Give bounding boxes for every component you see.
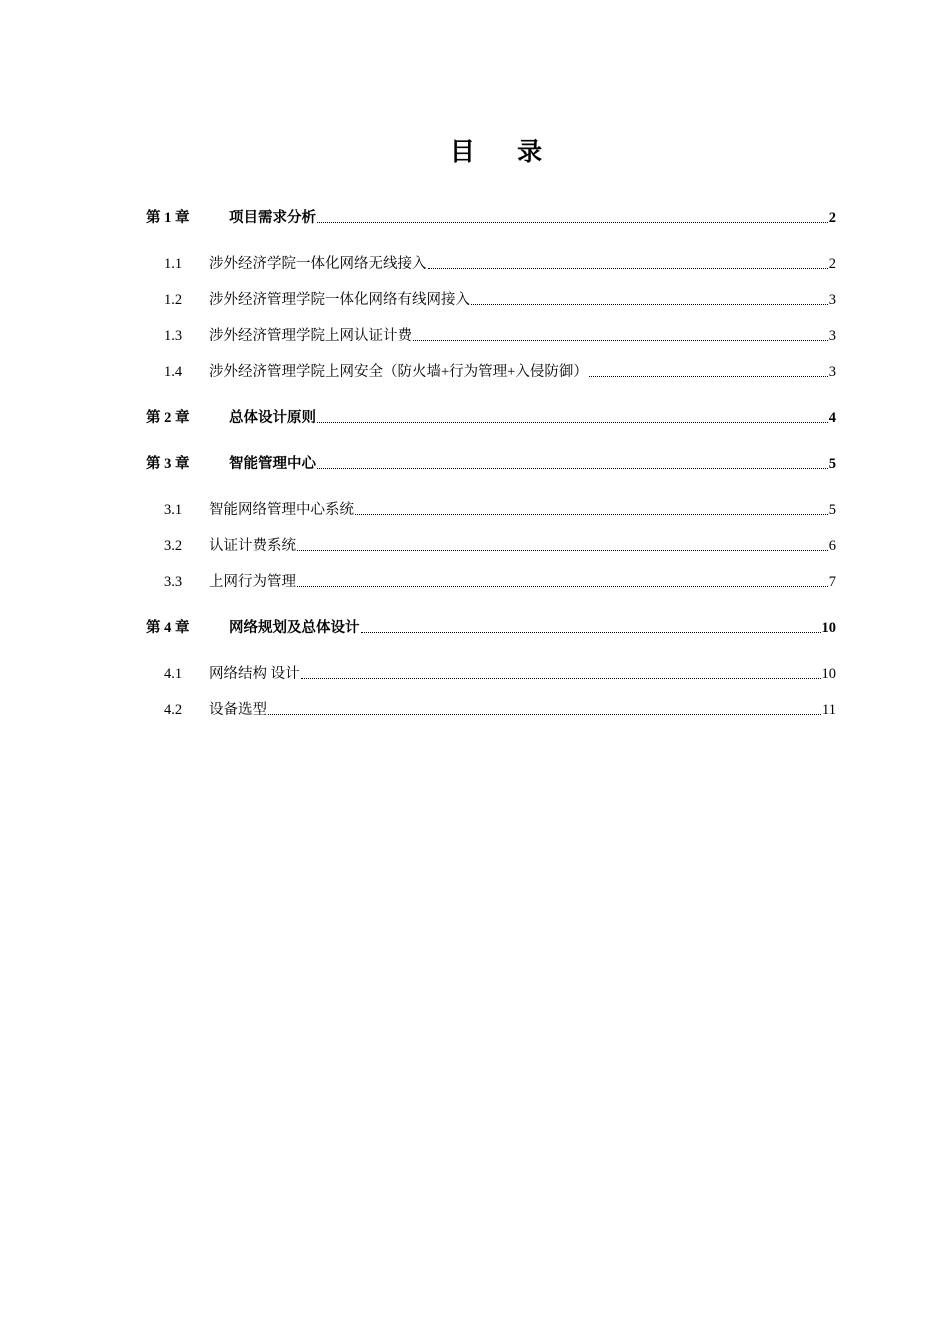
toc-entry-title: 设备选型 bbox=[209, 702, 267, 718]
toc-entry-number: 第 2 章 bbox=[146, 410, 190, 426]
toc-entry-number: 4.1 bbox=[164, 666, 183, 682]
toc-entry-number: 第 3 章 bbox=[146, 456, 190, 472]
toc-entry-number: 3.1 bbox=[164, 502, 183, 518]
toc-entry-page: 5 bbox=[828, 456, 836, 472]
toc-entry-page: 5 bbox=[828, 502, 836, 518]
toc-entry-number: 1.2 bbox=[164, 292, 183, 308]
toc-entry-page: 10 bbox=[821, 666, 836, 682]
toc-entry-number: 3.3 bbox=[164, 574, 183, 590]
toc-entry-title: 认证计费系统 bbox=[209, 538, 296, 554]
toc-entry-page: 3 bbox=[828, 328, 836, 344]
toc-entry-page: 3 bbox=[828, 364, 836, 380]
toc-entry-title: 涉外经济管理学院上网认证计费 bbox=[209, 328, 412, 344]
dot-leader bbox=[471, 304, 828, 305]
dot-leader bbox=[297, 550, 828, 551]
toc-entry-section-3-1[interactable] bbox=[146, 498, 836, 520]
toc-entry-title: 项目需求分析 bbox=[229, 210, 316, 226]
dot-leader bbox=[317, 422, 828, 423]
dot-leader bbox=[317, 468, 828, 469]
toc-entry-chapter-4[interactable] bbox=[146, 616, 836, 638]
dot-leader bbox=[355, 514, 828, 515]
toc-entry-page: 2 bbox=[828, 210, 836, 226]
dot-leader bbox=[297, 586, 828, 587]
toc-entry-number: 3.2 bbox=[164, 538, 183, 554]
toc-entry-section-1-4[interactable] bbox=[146, 360, 836, 382]
dot-leader bbox=[413, 340, 828, 341]
toc-entry-chapter-2[interactable] bbox=[146, 406, 836, 428]
toc-title: 目 录 bbox=[449, 139, 561, 166]
toc-entry-chapter-1[interactable] bbox=[146, 206, 836, 228]
dot-leader bbox=[361, 632, 821, 633]
toc-entry-number: 1.4 bbox=[164, 364, 183, 380]
toc-entry-title: 网络规划及总体设计 bbox=[229, 620, 360, 636]
toc-entry-section-4-2[interactable] bbox=[146, 698, 836, 720]
toc-entry-section-1-3[interactable] bbox=[146, 324, 836, 346]
toc-entry-section-4-1[interactable] bbox=[146, 662, 836, 684]
toc-entry-title: 总体设计原则 bbox=[229, 410, 316, 426]
toc-entry-section-1-2[interactable] bbox=[146, 288, 836, 310]
toc-entry-number: 第 4 章 bbox=[146, 620, 190, 636]
dot-leader bbox=[268, 714, 821, 715]
toc-entry-title: 网络结构 设计 bbox=[209, 666, 300, 682]
toc-entry-section-3-2[interactable] bbox=[146, 534, 836, 556]
dot-leader bbox=[317, 222, 828, 223]
toc-entry-title: 涉外经济管理学院一体化网络有线网接入 bbox=[209, 292, 470, 308]
toc-entry-number: 4.2 bbox=[164, 702, 183, 718]
toc-entry-number: 1.3 bbox=[164, 328, 183, 344]
toc-entry-page: 6 bbox=[828, 538, 836, 554]
toc-entry-page: 4 bbox=[828, 410, 836, 426]
toc-entry-section-3-3[interactable] bbox=[146, 570, 836, 592]
toc-entry-chapter-3[interactable] bbox=[146, 452, 836, 474]
toc-entry-title: 涉外经济学院一体化网络无线接入 bbox=[209, 256, 427, 272]
toc-entry-page: 3 bbox=[828, 292, 836, 308]
dot-leader bbox=[428, 268, 828, 269]
dot-leader bbox=[589, 376, 828, 377]
toc-entry-title: 涉外经济管理学院上网安全（防火墙+行为管理+入侵防御） bbox=[209, 364, 588, 380]
toc-entry-section-1-1[interactable] bbox=[146, 252, 836, 274]
toc-entry-page: 2 bbox=[828, 256, 836, 272]
toc-entry-title: 上网行为管理 bbox=[209, 574, 296, 590]
toc-entry-number: 1.1 bbox=[164, 256, 183, 272]
dot-leader bbox=[301, 678, 821, 679]
toc-entry-title: 智能管理中心 bbox=[229, 456, 316, 472]
toc-entry-number: 第 1 章 bbox=[146, 210, 190, 226]
toc-entry-page: 11 bbox=[822, 702, 836, 718]
toc-entry-title: 智能网络管理中心系统 bbox=[209, 502, 354, 518]
toc-entry-page: 7 bbox=[828, 574, 836, 590]
toc-entry-page: 10 bbox=[821, 620, 836, 636]
